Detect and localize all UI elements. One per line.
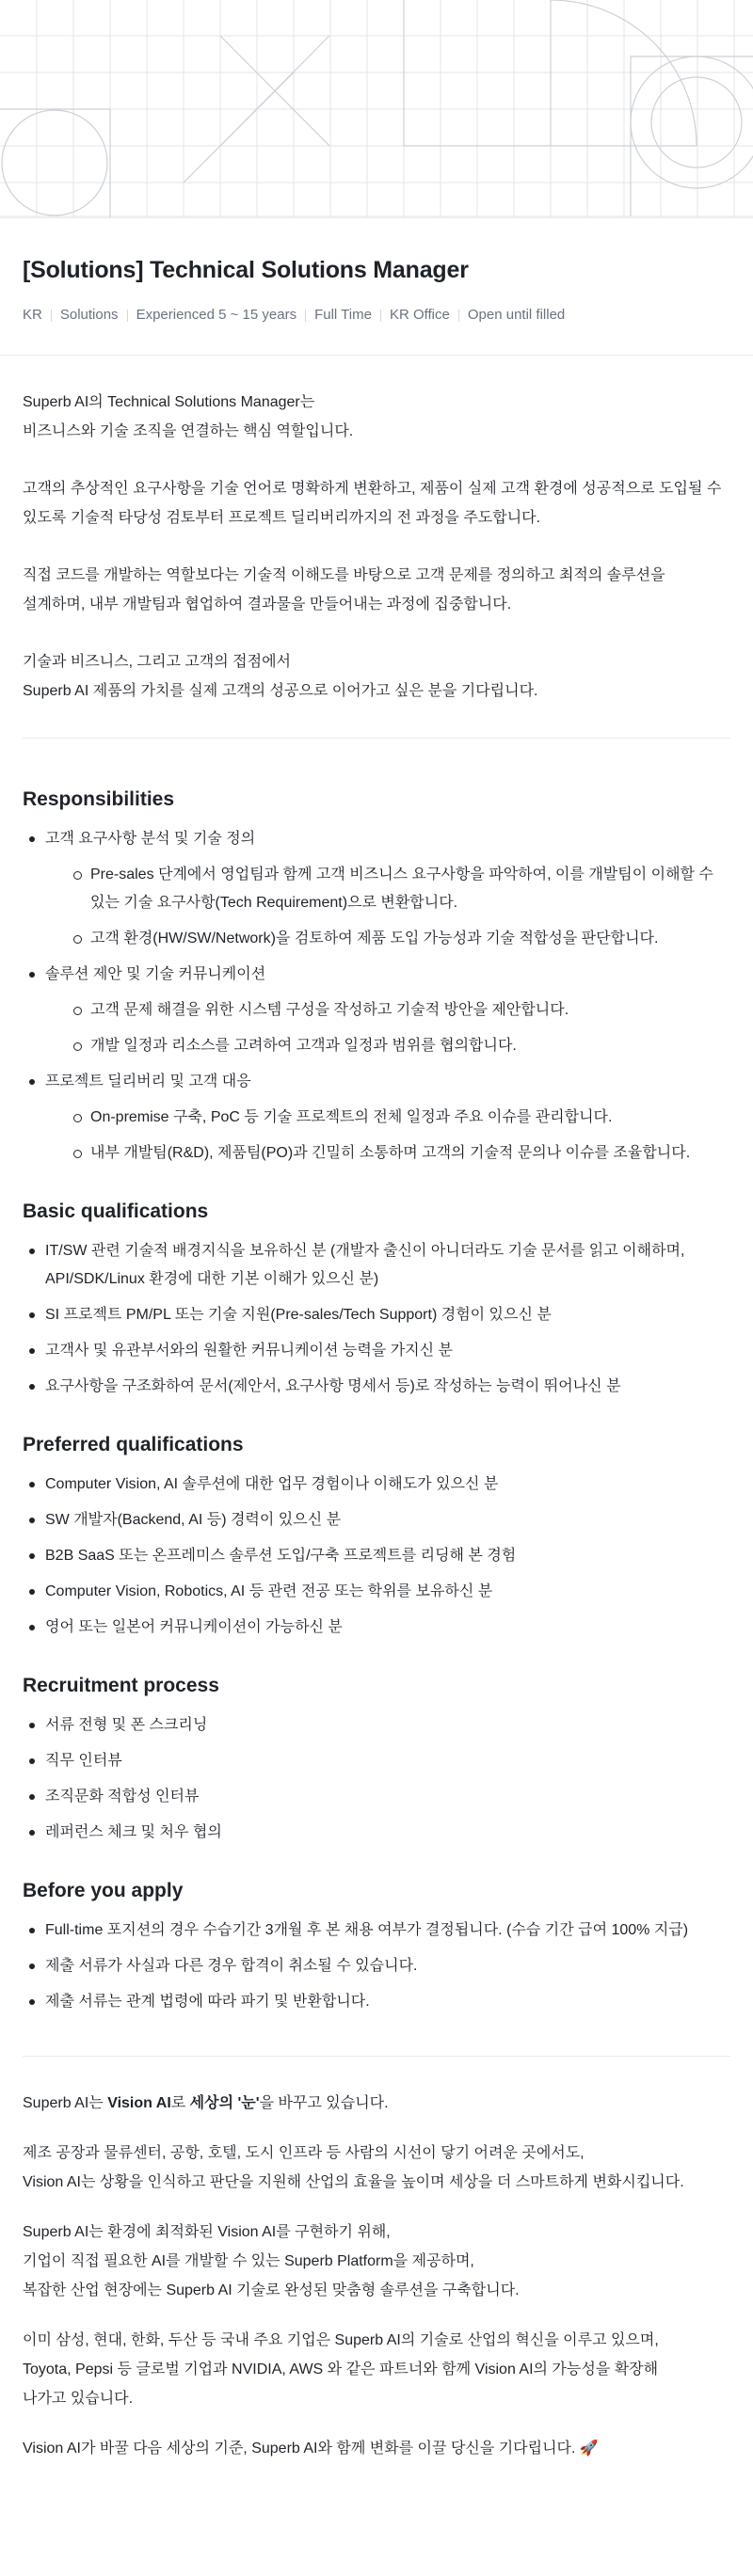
section-heading: Preferred qualifications xyxy=(23,1434,244,1455)
intro-paragraph: 직접 코드를 개발하는 역할보다는 기술적 이해도를 바탕으로 고객 문제를 정의하고 최적의 솔루션을 설계하며, 내부 개발팀과 협업하여 결과물을 만들어내는 과정에 집중합니다. xyxy=(23,567,665,612)
meta-deadline: Open until filled xyxy=(467,307,566,323)
list-item: IT/SW 관련 기술적 배경지식을 보유하신 분 (개발자 출신이 아니더라도 기술 문서를 읽고 이해하며, API/SDK/Linux 환경에 대한 기본 이해가 있으신 분) xyxy=(23,1237,730,1294)
company-paragraph: 제조 공장과 물류센터, 공항, 호텔, 도시 인프라 등 사람의 시선이 닿기 어려운 곳에서도, Vision AI는 상황을 인식하고 판단을 지원해 산업의 효율을 높이며 세상을 더 스마트하게 변화시킵니다. xyxy=(23,2145,684,2190)
meta-divider xyxy=(51,310,52,322)
responsibilities-list xyxy=(23,825,730,1168)
recruitment-process-list xyxy=(23,1711,730,1847)
hero-banner xyxy=(0,0,753,218)
hero-pattern xyxy=(0,0,753,218)
list-item: Computer Vision, AI 솔루션에 대한 업무 경험이나 이해도가 있으신 분 xyxy=(23,1471,730,1499)
list-item: 제출 서류는 관계 법령에 따라 파기 및 반환합니다. xyxy=(23,1988,730,2016)
list-item: 솔루션 제안 및 기술 커뮤니케이션 고객 문제 해결을 위한 시스템 구성을 작성하고 기술적 방안을 제안합니다. 개발 일정과 리소스를 고려하여 고객과 일정과 범위를 협의합니다. xyxy=(23,961,730,1060)
list-item: 요구사항을 구조화하여 문서(제안서, 요구사항 명세서 등)로 작성하는 능력이 뛰어나신 분 xyxy=(23,1373,730,1401)
meta-divider xyxy=(380,310,381,322)
intro-section xyxy=(23,356,730,739)
sub-list-item: 내부 개발팀(R&D), 제품팀(PO)과 긴밀히 소통하며 고객의 기술적 문의나 이슈를 조율합니다. xyxy=(68,1139,730,1168)
list-item: Full-time 포지션의 경우 수습기간 3개월 후 본 채용 여부가 결정됩니다. (수습 기간 급여 100% 지급) xyxy=(23,1916,730,1945)
company-intro-section xyxy=(23,2056,730,2463)
list-item: 고객사 및 유관부서와의 원활한 커뮤니케이션 능력을 가지신 분 xyxy=(23,1337,730,1365)
list-item: SI 프로젝트 PM/PL 또는 기술 지원(Pre-sales/Tech Support) 경험이 있으신 분 xyxy=(23,1301,730,1329)
before-you-apply-list xyxy=(23,1916,730,2016)
list-item: 프로젝트 딜리버리 및 고객 대응 On-premise 구축, PoC 등 기술 프로젝트의 전체 일정과 주요 이슈를 관리합니다. 내부 개발팀(R&D), 제품팀(PO)과 긴밀히 소통하며 고객의 기술적 문의나 이슈를 조율합니다. xyxy=(23,1068,730,1168)
job-header xyxy=(0,218,753,356)
sub-list-item: 고객 환경(HW/SW/Network)을 검토하여 제품 도입 가능성과 기술 적합성을 판단합니다. xyxy=(68,925,730,953)
sub-list xyxy=(45,861,730,953)
meta-divider xyxy=(305,310,306,322)
sub-list-item: On-premise 구축, PoC 등 기술 프로젝트의 전체 일정과 주요 이슈를 관리합니다. xyxy=(68,1104,730,1132)
section-heading: Basic qualifications xyxy=(23,1201,209,1222)
meta-team: Solutions xyxy=(59,307,119,323)
company-paragraph: 이미 삼성, 현대, 한화, 두산 등 국내 주요 기업은 Superb AI의 기술로 산업의 혁신을 이루고 있으며, Toyota, Pepsi 등 글로벌 기업과 NVIDIA, AWS 와 같은 파트너와 함께 Vision AI의 가능성을 확장해 나가고 있습니다. xyxy=(23,2332,659,2407)
company-headline: Superb AI는 Vision AI로 세상의 '눈'을 바꾸고 있습니다. xyxy=(23,2095,389,2111)
job-description xyxy=(0,356,753,2501)
list-item: 고객 요구사항 분석 및 기술 정의 Pre-sales 단계에서 영업팀과 함께 고객 비즈니스 요구사항을 파악하여, 이를 개발팀이 이해할 수 있는 기술 요구사항(Tech Requirement)으로 변환합니다. 고객 환경(HW/SW/Network)을 검토하여 제품 도입 가능성과 기술 적합성을 판단합니다. xyxy=(23,825,730,953)
list-item: 서류 전형 및 폰 스크리닝 xyxy=(23,1711,730,1740)
basic-qualifications-section xyxy=(23,1200,730,1401)
section-heading: Before you apply xyxy=(23,1880,184,1901)
meta-country: KR xyxy=(23,307,42,323)
list-item: 직무 인터뷰 xyxy=(23,1747,730,1775)
intro-paragraph: 고객의 추상적인 요구사항을 기술 언어로 명확하게 변환하고, 제품이 실제 고객 환경에 성공적으로 도입될 수 있도록 기술적 타당성 검토부터 프로젝트 딜리버리까지의 전 과정을 주도합니다. xyxy=(23,481,722,526)
list-item: B2B SaaS 또는 온프레미스 솔루션 도입/구축 프로젝트를 리딩해 본 경험 xyxy=(23,1542,730,1570)
sub-list xyxy=(45,996,730,1060)
basic-qualifications-list xyxy=(23,1237,730,1401)
list-item: 영어 또는 일본어 커뮤니케이션이 가능하신 분 xyxy=(23,1614,730,1642)
list-item: 레퍼런스 체크 및 처우 협의 xyxy=(23,1819,730,1847)
intro-paragraph: 기술과 비즈니스, 그리고 고객의 접점에서 Superb AI 제품의 가치를 실제 고객의 성공으로 이어가고 싶은 분을 기다립니다. xyxy=(23,654,538,699)
sub-list xyxy=(45,1104,730,1168)
meta-divider xyxy=(127,310,128,322)
section-heading: Recruitment process xyxy=(23,1675,219,1696)
company-closing: Vision AI가 바꿀 다음 세상의 기준, Superb AI와 함께 변화를 이끌 당신을 기다립니다. 🚀 xyxy=(23,2441,599,2457)
meta-experience: Experienced 5 ~ 15 years xyxy=(136,307,297,323)
preferred-qualifications-list xyxy=(23,1471,730,1642)
meta-office: KR Office xyxy=(389,307,450,323)
list-item: 제출 서류가 사실과 다른 경우 합격이 취소될 수 있습니다. xyxy=(23,1952,730,1980)
company-paragraph: Superb AI는 환경에 최적화된 Vision AI를 구현하기 위해, 기업이 직접 필요한 AI를 개발할 수 있는 Superb Platform을 제공하며, 복잡한 산업 현장에는 Superb AI 기술로 완성된 맞춤형 솔루션을 구축합니다. xyxy=(23,2224,520,2298)
meta-divider xyxy=(458,310,459,322)
sub-list-item: 고객 문제 해결을 위한 시스템 구성을 작성하고 기술적 방안을 제안합니다. xyxy=(68,996,730,1025)
list-item: 조직문화 적합성 인터뷰 xyxy=(23,1783,730,1811)
before-you-apply-section xyxy=(23,1879,730,2016)
recruitment-process-section xyxy=(23,1674,730,1847)
preferred-qualifications-section xyxy=(23,1433,730,1642)
job-title: [Solutions] Technical Solutions Manager xyxy=(23,257,469,283)
sub-list-item: Pre-sales 단계에서 영업팀과 함께 고객 비즈니스 요구사항을 파악하여, 이를 개발팀이 이해할 수 있는 기술 요구사항(Tech Requirement)으로 변환합니다. xyxy=(68,861,730,917)
sub-list-item: 개발 일정과 리소스를 고려하여 고객과 일정과 범위를 협의합니다. xyxy=(68,1032,730,1060)
page-bottom-spacer xyxy=(23,2463,730,2501)
responsibilities-section xyxy=(23,787,730,1168)
meta-employment-type: Full Time xyxy=(314,307,372,323)
section-heading: Responsibilities xyxy=(23,788,175,810)
list-item: Computer Vision, Robotics, AI 등 관련 전공 또는 학위를 보유하신 분 xyxy=(23,1578,730,1606)
intro-paragraph: Superb AI의 Technical Solutions Manager는 비즈니스와 기술 조직을 연결하는 핵심 역할입니다. xyxy=(23,394,354,439)
list-item: SW 개발자(Backend, AI 등) 경력이 있으신 분 xyxy=(23,1506,730,1534)
job-meta-list xyxy=(23,307,730,324)
